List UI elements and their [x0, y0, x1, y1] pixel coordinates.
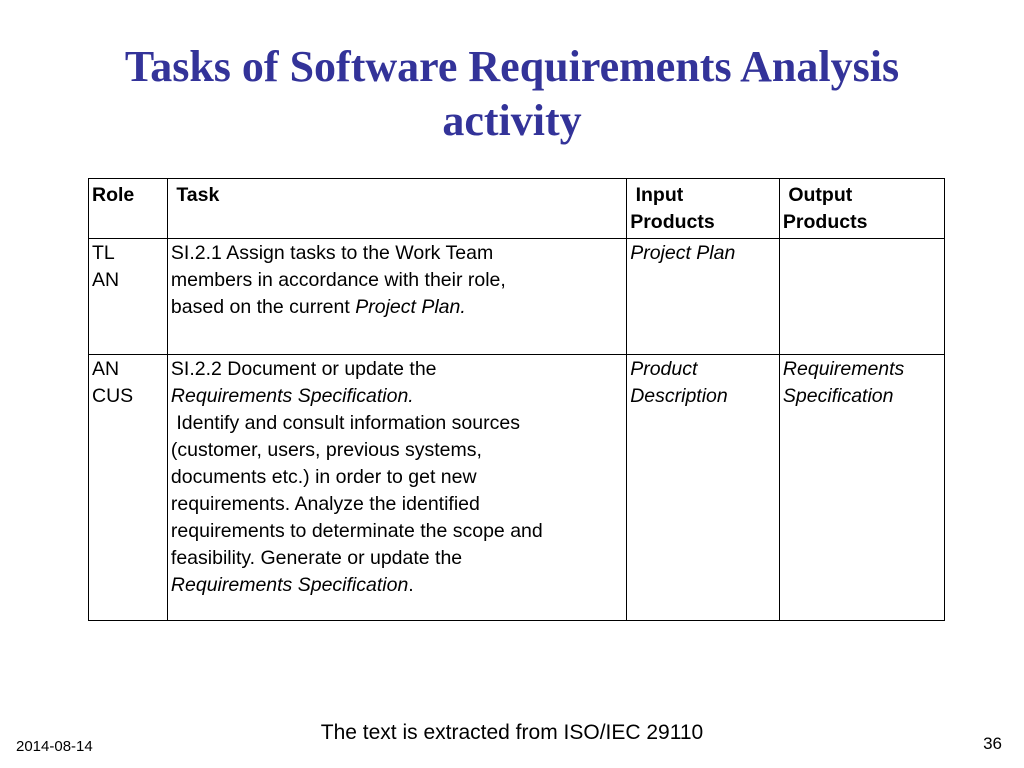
- slide-title: [0, 40, 1024, 148]
- role-line: TL: [92, 242, 115, 264]
- task-line: members in accordance with their role,: [170, 269, 506, 291]
- role-cell: [89, 355, 168, 621]
- header-input-line-2: Products: [630, 211, 715, 233]
- page-number: 36: [983, 734, 1002, 753]
- task-cell: [167, 239, 626, 355]
- output-line: Specification: [782, 385, 894, 407]
- task-line: requirements. Analyze the identified: [170, 493, 480, 515]
- table-header-row: [89, 179, 945, 239]
- table-row: [89, 355, 945, 621]
- task-line: [171, 572, 623, 599]
- task-line: SI.2.2 Document or update the: [170, 358, 437, 380]
- task-text: based on the current: [170, 296, 356, 318]
- input-line: Description: [630, 385, 728, 407]
- tasks-table: [88, 178, 945, 621]
- role-line: AN: [92, 358, 120, 380]
- task-line: requirements to determinate the scope and: [170, 520, 543, 542]
- header-output-line-2: Products: [782, 211, 868, 233]
- output-products-cell: [779, 239, 944, 355]
- role-line: AN: [92, 269, 120, 291]
- table-row: [89, 239, 945, 355]
- slide-title-line-2: activity: [442, 96, 582, 145]
- task-text-italic: Project Plan.: [355, 296, 466, 318]
- task-cell: [167, 355, 626, 621]
- role-cell: [89, 239, 168, 355]
- header-output-products: [779, 179, 944, 239]
- header-output-line-1: Output: [782, 184, 853, 206]
- slide-title-line-1: Tasks of Software Requirements Analysis: [124, 42, 900, 91]
- output-products-cell: [779, 355, 944, 621]
- source-note: The text is extracted from ISO/IEC 29110: [320, 721, 704, 744]
- input-line: Product: [630, 358, 698, 380]
- header-task-label: Task: [170, 184, 220, 206]
- task-line: Identify and consult information sources: [170, 412, 520, 434]
- slide-date: 2014-08-14: [16, 738, 93, 755]
- role-line: CUS: [92, 385, 134, 407]
- output-line: Requirements: [782, 358, 905, 380]
- task-line: SI.2.1 Assign tasks to the Work Team: [170, 242, 494, 264]
- header-input-products: [627, 179, 780, 239]
- task-text-italic: Requirements Specification: [170, 574, 409, 596]
- header-task: [167, 179, 626, 239]
- header-input-line-1: Input: [630, 184, 684, 206]
- task-line: documents etc.) in order to get new: [170, 466, 477, 488]
- task-line: [171, 294, 623, 321]
- task-line: feasibility. Generate or update the: [170, 547, 463, 569]
- task-text: .: [408, 574, 414, 596]
- task-line: Requirements Specification.: [170, 385, 414, 407]
- input-products-cell: Project Plan: [627, 239, 780, 355]
- input-products-cell: [627, 355, 780, 621]
- task-line: (customer, users, previous systems,: [170, 439, 482, 461]
- header-role: Role: [89, 179, 168, 239]
